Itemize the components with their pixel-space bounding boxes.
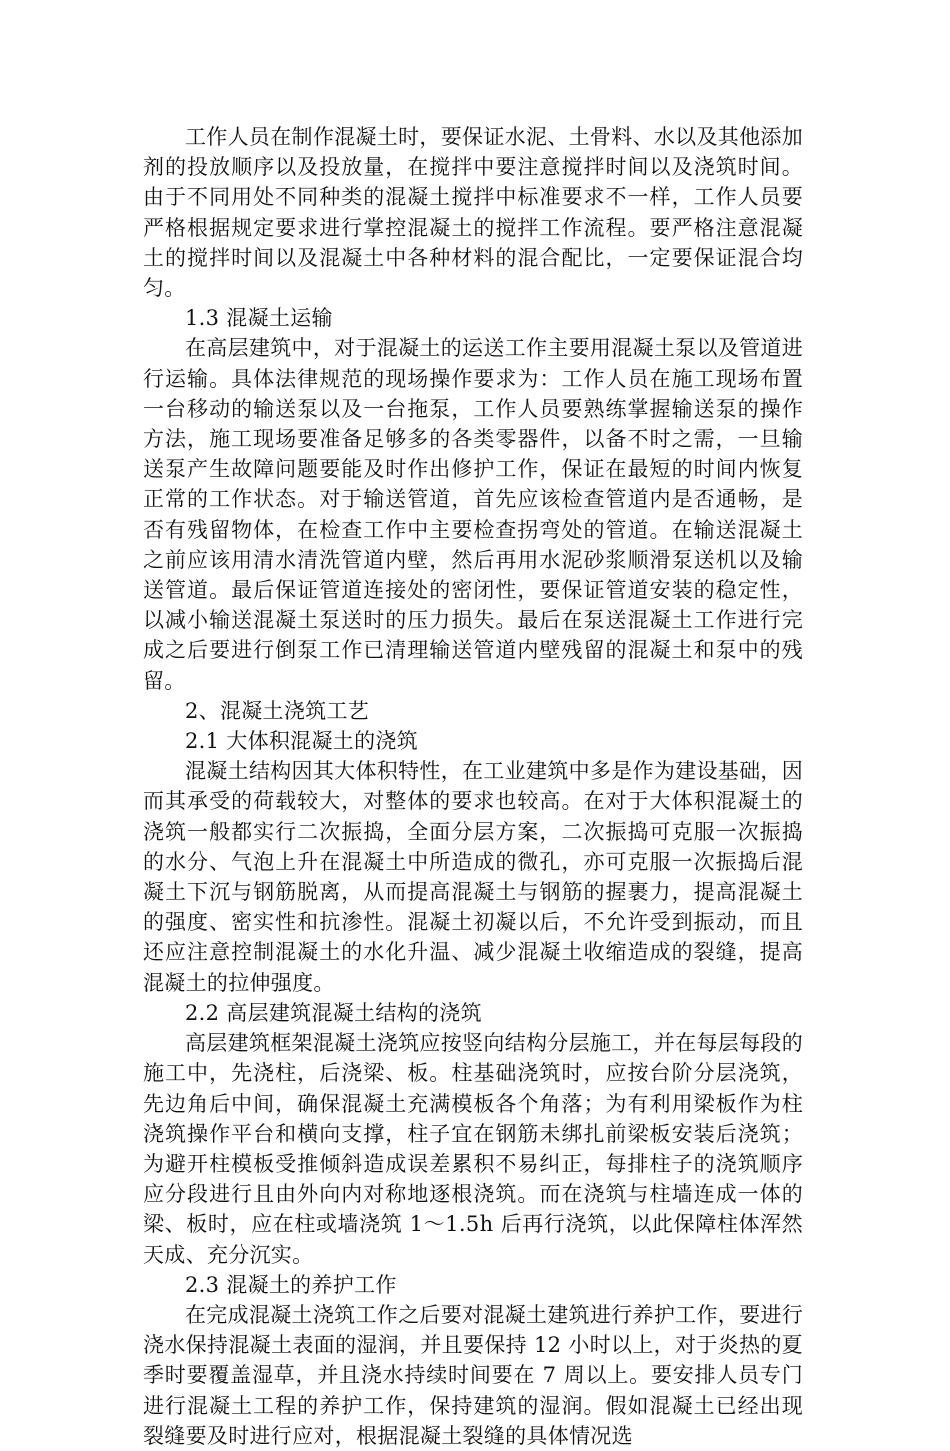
paragraph-high-rise: 高层建筑框架混凝土浇筑应按竖向结构分层施工，并在每层每段的施工中，先浇柱，后浇梁、板。柱基础浇筑时，应按台阶分层浇筑，先边角后中间，确保混凝土充满模板各个角落；为有利用梁板作为柱浇筑操作平台和横向支撑，柱子宜在钢筋未绑扎前梁板安装后浇筑；为避开柱模板受推倾斜造成误差累积不易纠正，每排柱子的浇筑顺序应分段进行且由外向内对称地逐根浇筑。而在浇筑与柱墙连成一体的梁、板时，应在柱或墙浇筑 1～1.5h 后再行浇筑，以此保障柱体浑然天成、充分沉实。 [143, 1031, 803, 1267]
paragraph-curing: 在完成混凝土浇筑工作之后要对混凝土建筑进行养护工作，要进行浇水保持混凝土表面的湿润，并且要保持 12 小时以上，对于炎热的夏季时要覆盖湿草，并且浇水持续时间要在 7 周以上。要安排人员专门进行混凝土工程的养护工作，保持建筑的湿润。假如混凝土已经出现裂缝要及时进行应对，根据混凝土裂缝的具体情况选 [143, 1302, 803, 1448]
heading-1-3: 1.3 混凝土运输 [185, 306, 333, 331]
heading-2-3: 2.3 混凝土的养护工作 [185, 1272, 397, 1297]
heading-2-2: 2.2 高层建筑混凝土结构的浇筑 [185, 1000, 482, 1025]
paragraph-mixing-order: 工作人员在制作混凝土时，要保证水泥、土骨料、水以及其他添加剂的投放顺序以及投放量，在搅拌中要注意搅拌时间以及浇筑时间。由于不同用处不同种类的混凝土搅拌中标准要求不一样，工作人员要严格根据规定要求进行掌控混凝土的搅拌工作流程。要严格注意混凝土的搅拌时间以及混凝土中各种材料的混合配比，一定要保证混合均匀。 [143, 125, 803, 301]
heading-2-1: 2.1 大体积混凝土的浇筑 [185, 729, 418, 754]
paragraph-mass-concrete: 混凝土结构因其大体积特性，在工业建筑中多是作为建设基础，因而其承受的荷载较大，对整体的要求也较高。在对于大体积混凝土的浇筑一般都实行二次振捣，全面分层方案，二次振捣可克服一次振捣的水分、气泡上升在混凝土中所造成的微孔，亦可克服一次振捣后混凝土下沉与钢筋脱离，从而提高混凝土与钢筋的握裹力，提高混凝土的强度、密实性和抗渗性。混凝土初凝以后，不允许受到振动，而且还应注意控制混凝土的水化升温、减少混凝土收缩造成的裂缝，提高混凝土的拉伸强度。 [143, 759, 803, 995]
heading-2: 2、混凝土浇筑工艺 [185, 698, 370, 723]
paragraph-transport: 在高层建筑中，对于混凝土的运送工作主要用混凝土泵以及管道进行运输。具体法律规范的现场操作要求为：工作人员在施工现场布置一台移动的输送泵以及一台拖泵，工作人员要熟练掌握输送泵的操作方法，施工现场要准备足够多的各类零器件，以备不时之需，一旦输送泵产生故障问题要能及时作出修护工作，保证在最短的时间内恢复正常的工作状态。对于输送管道，首先应该检查管道内是否通畅，是否有残留物体，在检查工作中主要检查拐弯处的管道。在输送混凝土之前应该用清水清洗管道内壁，然后再用水泥砂浆顺滑泵送机以及输送管道。最后保证管道连接处的密闭性，要保证管道安装的稳定性，以减小输送混凝土泵送时的压力损失。最后在泵送混凝土工作进行完成之后要进行倒泵工作已清理输送管道内壁残留的混凝土和泵中的残留。 [143, 336, 803, 693]
document-body [143, 122, 803, 1451]
